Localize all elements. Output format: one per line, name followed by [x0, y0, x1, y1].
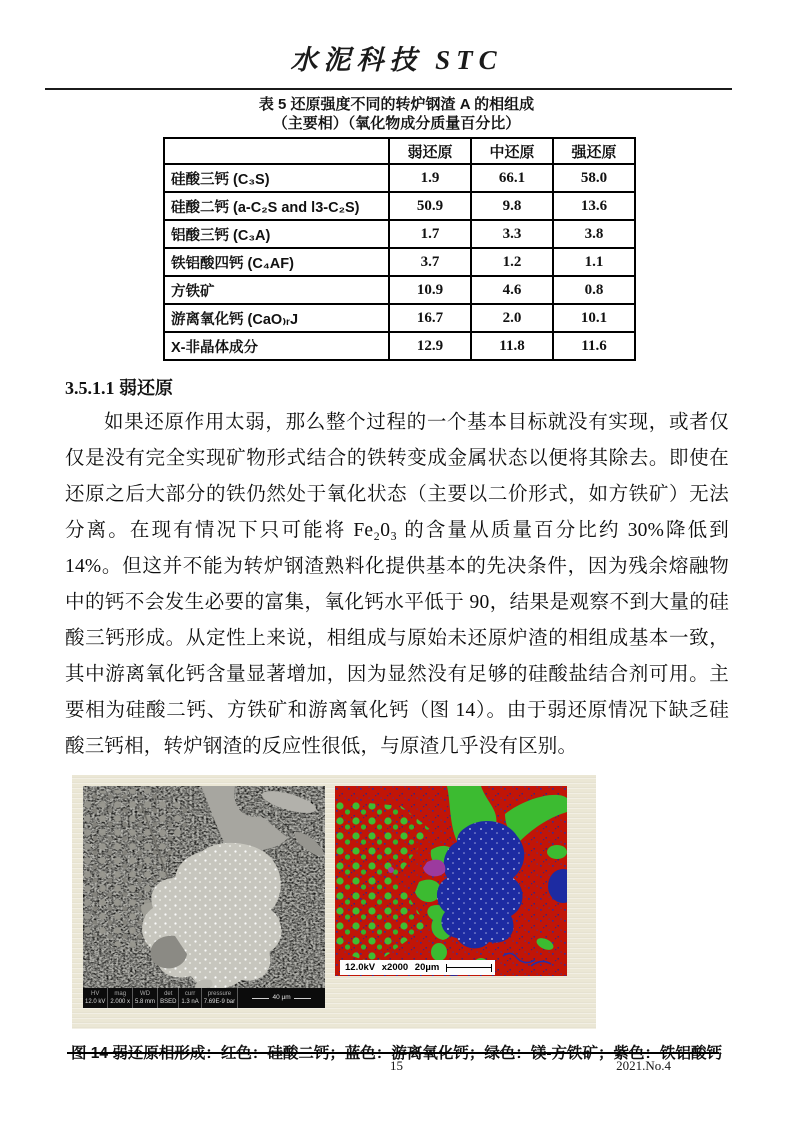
journal-title: 水泥科技 STC	[290, 45, 503, 75]
value-weak: 16.7	[389, 304, 471, 332]
table-row	[164, 276, 635, 304]
sem-info-cell: HV 12.0 kV	[83, 988, 108, 1008]
value-medium: 11.8	[471, 332, 553, 360]
bse-micrograph-graphic	[83, 786, 325, 988]
phase-label: 硅酸三钙 (C₃S)	[164, 164, 389, 192]
phase-map-graphic	[335, 786, 567, 976]
phase-label: 游离氧化钙 (CaO₎ᵣJ	[164, 304, 389, 332]
table-caption-line1: 表 5 还原强度不同的转炉钢渣 A 的相组成	[258, 96, 535, 113]
value-strong: 13.6	[553, 192, 635, 220]
value-strong: 58.0	[553, 164, 635, 192]
body-paragraph: 如果还原作用太弱，那么整个过程的一个基本目标就没有实现，或者仅仅是没有完全实现矿物形式结合的铁转变成金属状态以便将其除去。即使在还原之后大部分的铁仍然处于氧化状态（主要以二价形式，如方铁矿）无法分离。在现有情况下只可能将 Fe₂0₃ 的含量从质量百分比约 30%降低到 14%。但这并不能为转炉钢渣熟料化提供基本的先决条件，因为残余熔融物中的钙不会发生必要的富集，氧化钙水平低于 90，结果是观察不到大量的硅酸三钙形成。从定性上来说，相组成与原始未还原炉渣的相组成基本一致，其中游离氧化钙含量显著增加，因为显然没有足够的硅酸盐结合剂可用。主要相为硅酸二钙、方铁矿和游离氧化钙（图 14）。由于弱还原情况下缺乏硅酸三钙相，转炉钢渣的反应性很低，与原渣几乎没有区别。	[65, 412, 729, 757]
value-weak: 3.7	[389, 248, 471, 276]
col-header-medium-reduction: 中还原	[471, 138, 553, 164]
sem-bse-image	[83, 786, 325, 1008]
value-strong: 3.8	[553, 220, 635, 248]
value-medium: 66.1	[471, 164, 553, 192]
value-medium: 9.8	[471, 192, 553, 220]
value-weak: 12.9	[389, 332, 471, 360]
phase-label: 硅酸二钙 (a-C₂S and l3-C₂S)	[164, 192, 389, 220]
table-row	[164, 304, 635, 332]
sem-info-cell: mag 2.000 x	[108, 988, 133, 1008]
phase-map-image	[335, 786, 567, 976]
issue-label: 2021.No.4	[616, 1058, 671, 1073]
value-medium: 1.2	[471, 248, 553, 276]
table-row	[164, 192, 635, 220]
value-medium: 2.0	[471, 304, 553, 332]
table-row	[164, 220, 635, 248]
scale-line	[294, 998, 311, 999]
phase-composition-table	[163, 137, 636, 361]
header-rule	[45, 88, 732, 90]
col-header-strong-reduction: 强还原	[553, 138, 635, 164]
sem-info-cell: det BSED	[158, 988, 179, 1008]
sem-info-cell: curr 1.3 nA	[179, 988, 201, 1008]
col-header-weak-reduction: 弱还原	[389, 138, 471, 164]
col-header-empty	[164, 138, 389, 164]
footer-rule	[67, 1052, 719, 1054]
value-weak: 1.7	[389, 220, 471, 248]
value-strong: 11.6	[553, 332, 635, 360]
phase-map-label-text: 12.0kV x2000 20µm	[345, 962, 440, 973]
sem-info-cell: pressure 7.69E-9 bar	[202, 988, 238, 1008]
table-caption-line2: （主要相）（氧化物成分质量百分比）	[272, 115, 521, 132]
scale-label: 40 µm	[272, 993, 291, 1001]
value-strong: 10.1	[553, 304, 635, 332]
phase-label: 方铁矿	[164, 276, 389, 304]
table-row	[164, 164, 635, 192]
figure-panel	[72, 775, 596, 1029]
value-weak: 50.9	[389, 192, 471, 220]
table-row	[164, 332, 635, 360]
section-heading: 3.5.1.1 弱还原	[65, 378, 173, 398]
phase-map-scale-bar	[446, 964, 492, 972]
table-row	[164, 248, 635, 276]
phase-map-scale-label	[340, 960, 495, 975]
value-medium: 4.6	[471, 276, 553, 304]
phase-label: 铝酸三钙 (C₃A)	[164, 220, 389, 248]
value-medium: 3.3	[471, 220, 553, 248]
sem-info-cell: WD 5.8 mm	[133, 988, 158, 1008]
phase-label: X-非晶体成分	[164, 332, 389, 360]
value-weak: 1.9	[389, 164, 471, 192]
page-number: 15	[390, 1058, 403, 1073]
value-strong: 0.8	[553, 276, 635, 304]
scale-line	[252, 998, 269, 999]
value-weak: 10.9	[389, 276, 471, 304]
phase-label: 铁铝酸四钙 (C₄AF)	[164, 248, 389, 276]
table-header-row	[164, 138, 635, 164]
page-footer	[0, 1058, 793, 1078]
sem-info-bar	[83, 988, 325, 1008]
figure-caption: 图 14 弱还原相形成：红色：硅酸二钙；蓝色：游离氧化钙；绿色：镁-方铁矿；紫色：铁铝酸钙	[70, 1045, 723, 1062]
sem-scale-bar	[238, 988, 325, 1008]
value-strong: 1.1	[553, 248, 635, 276]
